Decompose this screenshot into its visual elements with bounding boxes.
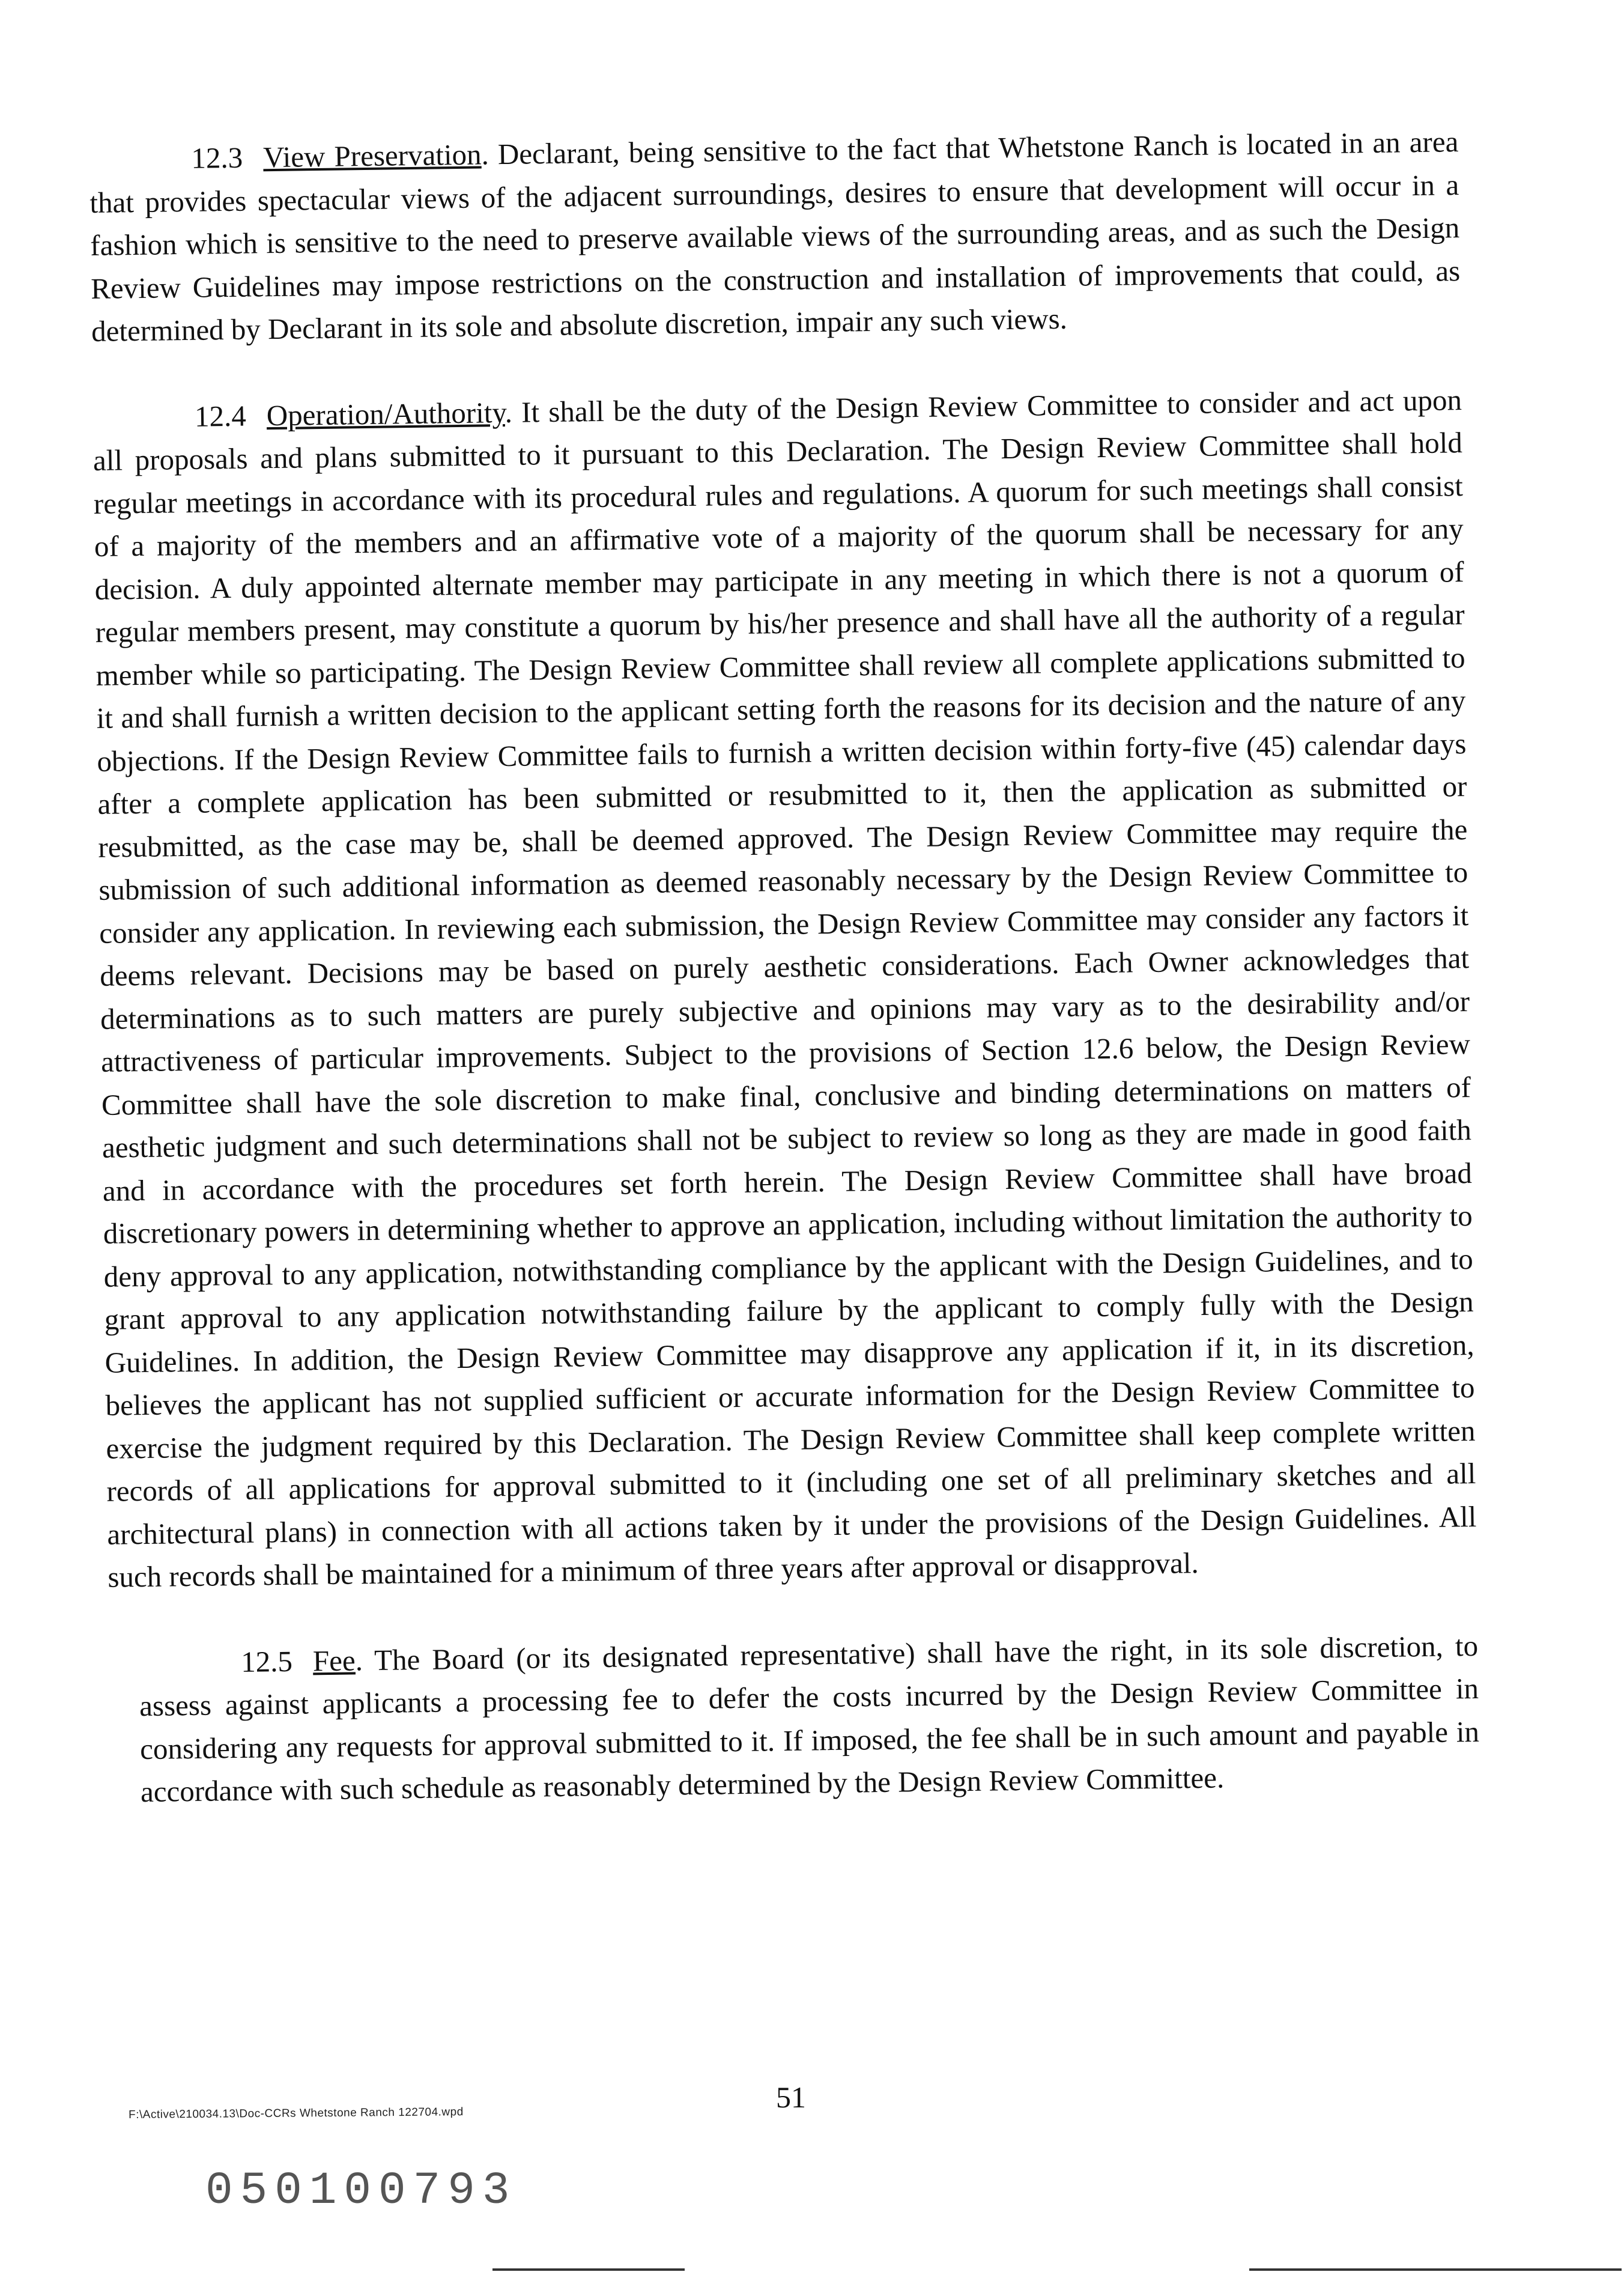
footer-file-path: F:\Active\210034.13\Doc-CCRs Whetstone Ranch 122704.wpd [129,2106,464,2121]
section-number: 12.4 [194,399,247,433]
scan-artifact-line [492,2268,685,2271]
section-body-text: . The Board (or its designated representative) shall have the right, in its sole discretion, to assess against applicants a processing fee to defer the costs incurred by the Design Review Committee in considering any requests for approval submitted to it. If imposed, the fee shall be in such amount and payable in accordance with such schedule as reasonably determined by the Design Review Committee. [139,1629,1480,1809]
section-title: Operation/Authority [266,395,506,432]
recording-stamp-number: 050100793 [205,2165,517,2217]
section-number: 12.5 [240,1644,293,1678]
page-number: 51 [776,2080,806,2114]
section-title: Fee [312,1643,356,1677]
section-body-text: . Declarant, being sensitive to the fact that Whetstone Ranch is located in an area that provides spectacular views of the adjacent surroundings, desires to ensure that development will occur in a fashion which is sensitive to the need to preserve available views of the surrounding areas, and as such the Design Review Guidelines may impose restrictions on the construction and installation of improvements that could, as determined by Declarant in its sole and absolute discretion, impair any such views. [89,125,1461,348]
section-body-text: . It shall be the duty of the Design Review Committee to consider and act upon all proposals and plans submitted to it pursuant to this Declaration. The Design Review Committee shall hold regular meetings in accordance with its procedural rules and regulations. A quorum for such meetings shall consist of a majority of the members and an affirmative vote of a majority of the quorum shall be necessary for any decision. A duly appointed alternate member may participate in any meeting in which there is not a quorum of regular members present, may constitute a quorum by his/her presence and shall have all the authority of a regular member while so participating. The Design Review Committee shall review all complete applications submitted to it and shall furnish a written decision to the applicant setting forth the reasons for its decision and the nature of any objections. If the Design Review Committee fails to furnish a written decision within forty-five (45) calendar days after a complete application has been submitted or resubmitted to it, then the application as submitted or resubmitted, as the case may be, shall be deemed approved. The Design Review Committee may require the submission of such additional information as deemed reasonably necessary by the Design Review Committee to consider any application. In reviewing each submission, the Design Review Committee may consider any factors it deems relevant. Decisions may be based on purely aesthetic considerations. Each Owner acknowledges that determinations as to such matters are purely subjective and opinions may vary as to the desirability and/or attractiveness of particular improvements. Subject to the provisions of Section 12.6 below, the Design Review Committee shall have the sole discretion to make final, conclusive and binding determinations on matters of aesthetic judgment and such determinations shall not be subject to review so long as they are made in good faith and in accordance with the procedures set forth herein. The Design Review Committee shall have broad discretionary powers in determining whether to approve an application, including without limitation the authority to deny approval to any application, notwithstanding compliance by the applicant with the Design Guidelines, and to grant approval to any application notwithstanding failure by the applicant to comply fully with the Design Guidelines. In addition, the Design Review Committee may disapprove any application if it, in its discretion, believes the applicant has not supplied sufficient or accurate information for the Design Review Committee to exercise the judgment required by this Declaration. The Design Review Committee shall keep complete written records of all applications for approval submitted to it (including one set of all preliminary sketches and all architectural plans) in connection with all actions taken by it under the provisions of the Design Guidelines. All such records shall be maintained for a minimum of three years after approval or disapproval. [92,383,1477,1594]
section-12-3-paragraph [89,120,1461,353]
section-number: 12.3 [191,141,243,175]
section-12-5-paragraph [109,1624,1480,1814]
scan-artifact-line [1249,2268,1622,2271]
section-12-4-paragraph [92,378,1477,1599]
section-title: View Preservation [262,138,482,174]
document-body [89,120,1480,1857]
